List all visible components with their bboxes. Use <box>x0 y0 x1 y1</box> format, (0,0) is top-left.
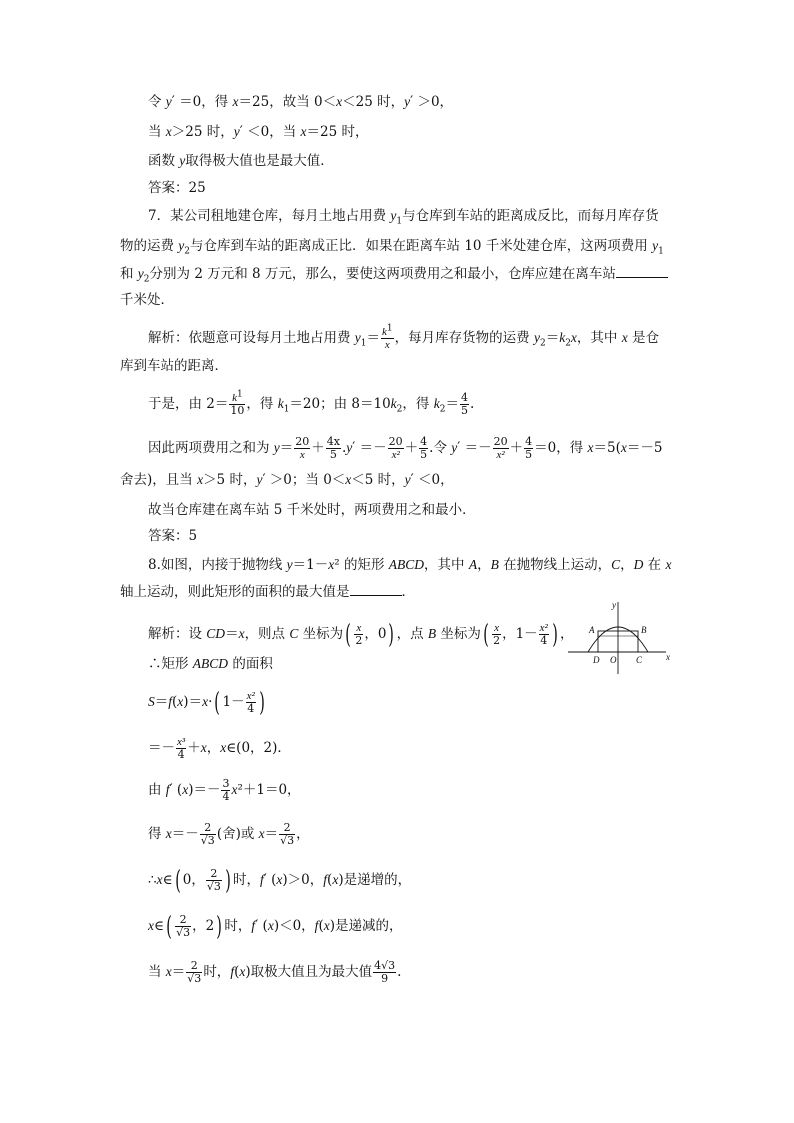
y-axis-label: y <box>612 600 616 610</box>
q8-solution-9: 当 x＝ $\frac{2}{√3}$ 时，f(x)取极大值且为最大值 $\frac{4√3}{9}$ . <box>148 959 402 985</box>
point-d-label: D <box>593 655 600 665</box>
fraction: $\frac{2}{√3}$ <box>200 821 215 847</box>
q7-solution-5: 舍去)，且当 x＞5 时，y′ ＞0；当 0＜x＜5 时，y′ ＜0， <box>120 472 454 488</box>
q7-line-4: 千米处． <box>120 292 174 308</box>
q7-solution-6: 故当仓库建在离车站 5 千米处时，两项费用之和最小． <box>148 502 476 518</box>
point-c-label: C <box>636 655 643 665</box>
q7-solution-2: 库到车站的距离． <box>120 358 228 374</box>
fraction: $\frac{20}{\text{x²}}$ <box>388 435 403 461</box>
fraction: $\frac{\text{x³}}{4}$ <box>177 736 186 761</box>
q7-line-3: 和 $y_2$分别为 2 万元和 8 万元，那么，要使这两项费用之和最小，仓库应建在离车站 <box>120 264 668 284</box>
fraction: $\frac{\text{x²}}{4}$ <box>246 690 255 715</box>
fraction: $\frac{20}{x}$ <box>295 435 310 461</box>
q7-solution-4: 因此两项费用之和为 y＝ $\frac{20}{x}$ ＋ $\frac{4x}{5}$ .y′ ＝－ $\frac{20}{\text{x²}}$ ＋ $\frac{4}{5}$ .令 y′ ＝－ $\frac{20}{\text{x²}}$ ＋ $\frac{4}{5}$ ＝0，得 x＝5(x＝－5 <box>148 435 663 461</box>
q8-solution-2: ∴矩形 ABCD 的面积 <box>148 656 273 672</box>
q8-solution-8: x∈( $\frac{2}{√3}$ ，2) 时，f′ (x)＜0，f(x)是递减的， <box>148 911 403 942</box>
q8-solution-6: 得 x＝－ $\frac{2}{√3}$ (舍)或 x＝ $\frac{2}{√3}$ ， <box>148 821 310 847</box>
prev-answer: 答案：25 <box>148 180 206 196</box>
fraction: $\frac{2}{√3}$ <box>280 821 295 847</box>
fraction: $\frac{k^1}{x}$ <box>382 323 393 351</box>
fraction: $\frac{4x}{5}$ <box>326 435 340 461</box>
fraction: $\frac{x}{2}$ <box>493 622 501 647</box>
q7-solution-3: 于是，由 2＝ $\frac{k^1}{10}$ ，得 $k_1=20$；由 $8=10k_2$，得 $k_2=$ $\frac{4}{5}$ . <box>148 389 475 417</box>
q7-solution-1: 解析：依题意可设每月土地占用费 $y_1=$ $\frac{k^1}{x}$ ，每月库存货物的运费 $y_2=k_2x$，其中 x 是仓 <box>148 323 660 351</box>
point-b-label: B <box>641 625 647 635</box>
prev-line-1: 令 y′ ＝0，得 x＝25，故当 0＜x＜25 时，y′ ＞0， <box>148 94 454 110</box>
q8-solution-5: 由 f′ (x)＝－ $\frac{3}{4}$ x²＋1＝0， <box>148 777 301 803</box>
fraction: $\frac{2}{√3}$ <box>206 867 221 893</box>
q7-line-2: 物的运费 $y_2$与仓库到车站的距离成正比．如果在距离车站 10 千米处建仓库，这两项费用 $y_1$ <box>120 238 664 257</box>
fraction: $\frac{3}{4}$ <box>222 777 230 803</box>
fraction: $\frac{4√3}{9}$ <box>374 959 396 985</box>
fraction: $\frac{20}{\text{x²}}$ <box>493 435 508 461</box>
q8-line-1: 8.如图，内接于抛物线 y＝1－x² 的矩形 ABCD，其中 A，B 在抛物线上运动，C，D 在 x <box>148 557 672 573</box>
fraction: $\frac{4}{5}$ <box>420 435 428 461</box>
q7-line-1: 7．某公司租地建仓库，每月土地占用费 $y_1$与仓库到车站的距离成反比，而每月库存货 <box>148 208 659 227</box>
fraction: $\frac{2}{√3}$ <box>187 959 202 985</box>
point-a-label: A <box>589 625 595 635</box>
fraction: $\frac{4}{5}$ <box>525 435 533 461</box>
q8-solution-3: S＝f(x)＝x·( 1－ $\frac{\text{x²}}{4}$ ) <box>148 687 265 718</box>
q7-answer: 答案：5 <box>148 528 198 544</box>
parabola-rectangle-figure <box>566 596 676 676</box>
x-axis-label: x <box>666 652 670 662</box>
q8-solution-7: ∴x∈( 0， $\frac{2}{√3}$ ) 时，f′ (x)＞0，f(x)是递增的， <box>148 865 412 896</box>
q8-solution-4: ＝－ $\frac{\text{x³}}{4}$ ＋x，x∈(0，2)． <box>148 736 291 761</box>
fraction: $\frac{4}{5}$ <box>460 391 468 417</box>
prev-line-2: 当 x＞25 时，y′ ＜0，当 x＝25 时， <box>148 124 369 140</box>
q8-solution-1: 解析：设 CD＝x，则点 C 坐标为( $\frac{x}{2}$ ，0) ，点 B 坐标为( $\frac{x}{2}$ ，1－ $\frac{\text{x²}}{4}$ ) ， <box>148 619 574 650</box>
fraction: $\frac{k^1}{10}$ <box>230 389 245 417</box>
fraction: $\frac{2}{√3}$ <box>176 913 191 939</box>
answer-blank <box>616 265 668 278</box>
fraction: $\frac{x}{2}$ <box>355 622 363 647</box>
q8-line-2: 轴上运动，则此矩形的面积的最大值是 ． <box>120 584 415 600</box>
point-o-label: O <box>610 655 617 665</box>
fraction: $\frac{\text{x²}}{4}$ <box>539 622 548 647</box>
answer-blank <box>350 583 402 596</box>
prev-line-3: 函数 y取得极大值也是最大值． <box>148 153 334 169</box>
